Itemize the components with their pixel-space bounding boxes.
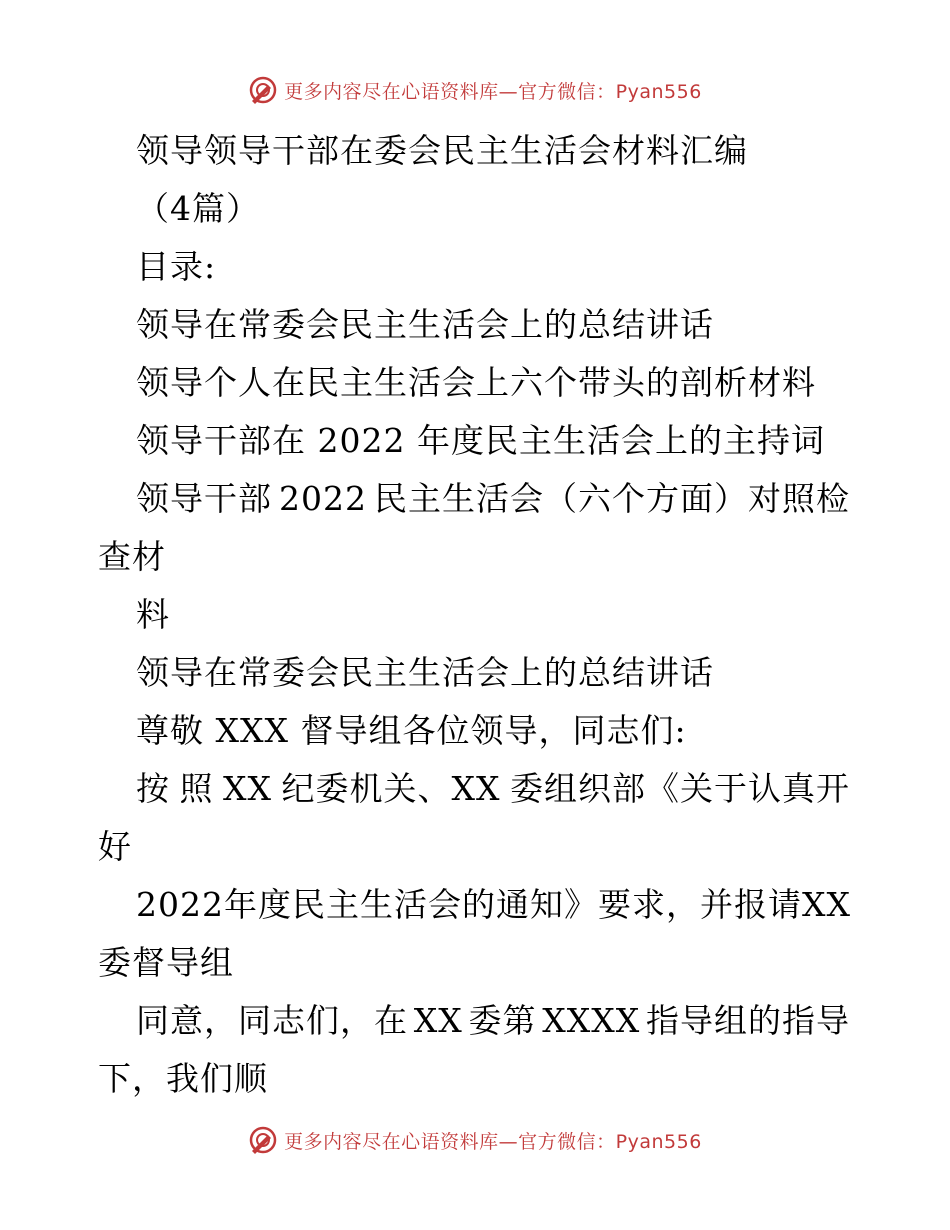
document-title-line2: （4篇） [136,189,260,228]
section-title: 领导在常委会民主生活会上的总结讲话 [136,653,714,692]
pen-logo-icon [248,1125,278,1155]
paragraph-1-continuation: 好 [98,827,132,866]
footer-banner [0,1120,950,1160]
toc-heading: 目录: [136,247,217,286]
toc-item: 领导个人在民主生活会上六个带头的剖析材料 [136,363,816,402]
paragraph-1: 按 照 XX 纪委机关、XX 委组织部《关于认真开 [136,769,850,808]
paragraph-3: 同意，同志们，在 XX 委第 XXXX 指导组的指导 [136,1001,850,1040]
paragraph-2-continuation: 委督导组 [98,943,234,982]
toc-item-4-end: 料 [136,595,170,634]
header-banner-text: 更多内容尽在心语资料库—官方微信：Pyan556 [284,80,702,103]
pen-logo-icon [248,75,278,105]
toc-item-4-continuation: 查材 [98,537,166,576]
document-title-line1: 领导领导干部在委会民主生活会材料汇编 [136,131,748,170]
toc-item-4: 领导干部 2022 民主生活会（六个方面）对照检 [136,479,850,518]
paragraph-3-continuation: 下，我们顺 [98,1059,268,1098]
greeting: 尊敬 XXX 督导组各位领导，同志们: [136,711,687,750]
toc-item: 领导在常委会民主生活会上的总结讲话 [136,305,714,344]
toc-item: 领导干部在 2022 年度民主生活会上的主持词 [136,421,825,460]
document-body [0,122,950,1108]
paragraph-2: 2022 年度民主生活会的通知》要求，并报请 XX [136,885,851,924]
header-banner [0,70,950,110]
footer-banner-text: 更多内容尽在心语资料库—官方微信：Pyan556 [284,1130,702,1153]
